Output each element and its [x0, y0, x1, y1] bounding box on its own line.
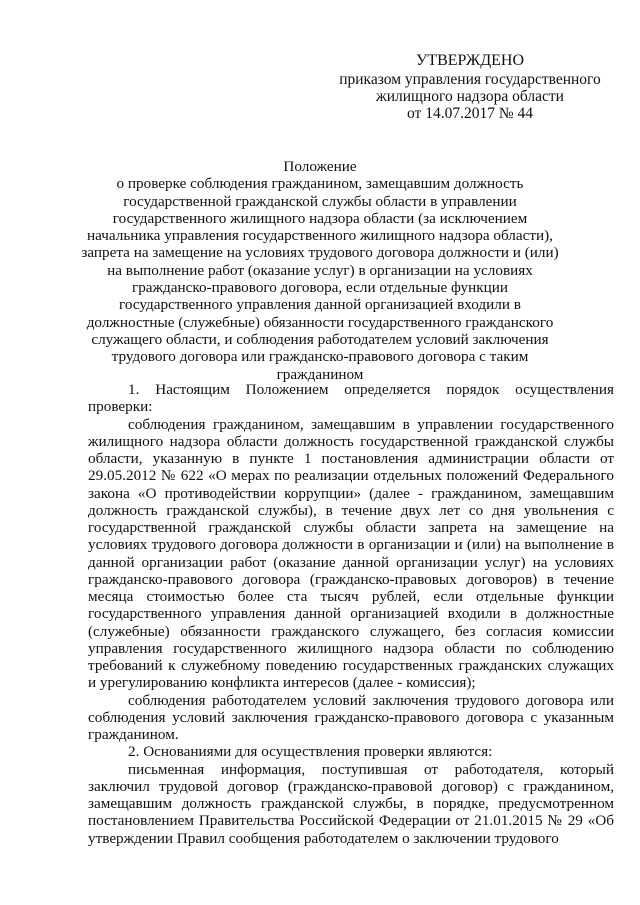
document-body [88, 381, 614, 847]
approval-stamp-block [330, 52, 610, 122]
paragraph-2-item-a: письменная информация, поступившая от работодателя, который заключил трудовой договор (гражданско-правовой договор) с гражданином, замещавшим должность гражданской службы, в порядке, предусмотренном постановлением Правительства Российской Федерации от 21.01.2015 № 29 «Об утверждении Правил сообщения работодателем о заключении трудового [88, 760, 614, 847]
paragraph-1-item-a: соблюдения гражданином, замещавшим в управлении государственного жилищного надзора области должность государственной гражданской службы области, указанную в пункте 1 постановления администрации области от 29.05.2012 № 622 «О мерах по реализации отдельных положений Федерального закона «О противодействии коррупции» (далее - гражданином, замещавшим должность гражданской службы), в течение двух лет со дня увольнения с государственной гражданской службы области запрета на замещение на условиях трудового договора должности в организации и (или) на выполнение в данной организации работ (оказание данной организации услуг) на условиях гражданско-правового договора (гражданско-правовых договоров) в течение месяца стоимостью более ста тысяч рублей, если отдельные функции государственного управления данной организацией входили в должностные (служебные) обязанности гражданского служащего, без согласия комиссии управления государственного жилищного надзора области по соблюдению требований к служебному поведению государственных гражданских служащих и урегулированию конфликта интересов (далее - комиссия); [88, 415, 614, 692]
paragraph-2: 2. Основаниями для осуществления проверки являются: [128, 743, 493, 761]
paragraph-1-item-b: соблюдения работодателем условий заключения трудового договора или соблюдения условий заключения гражданско-правового договора с указанным гражданином. [88, 691, 614, 743]
approval-line-1: приказом управления государственного [339, 71, 601, 88]
document-subtitle: о проверке соблюдения гражданином, замещавшим должность государственной гражданской службы области в управлении государственного жилищного надзора области (за исключением начальника управления государственного жилищного надзора области), запрета на замещение на условиях трудового договора должности и (или) на выполнение работ (оказание услуг) в организации на условиях гражданско-правового договора, если отдельные функции государственного управления данной организацией входили в должностные (служебные) обязанности государственного гражданского служащего области, и соблюдения работодателем условий заключения трудового договора или гражданско-правового договора с таким гражданином [81, 175, 559, 383]
approval-heading: УТВЕРЖДЕНО [415, 52, 524, 69]
paragraph-1: 1. Настоящим Положением определяется порядок осуществления проверки: [88, 381, 614, 416]
document-title-block [80, 158, 560, 383]
approval-line-3: от 14.07.2017 № 44 [407, 105, 533, 122]
document-title: Положение [283, 158, 357, 175]
approval-line-2: жилищного надзора области [376, 88, 564, 105]
